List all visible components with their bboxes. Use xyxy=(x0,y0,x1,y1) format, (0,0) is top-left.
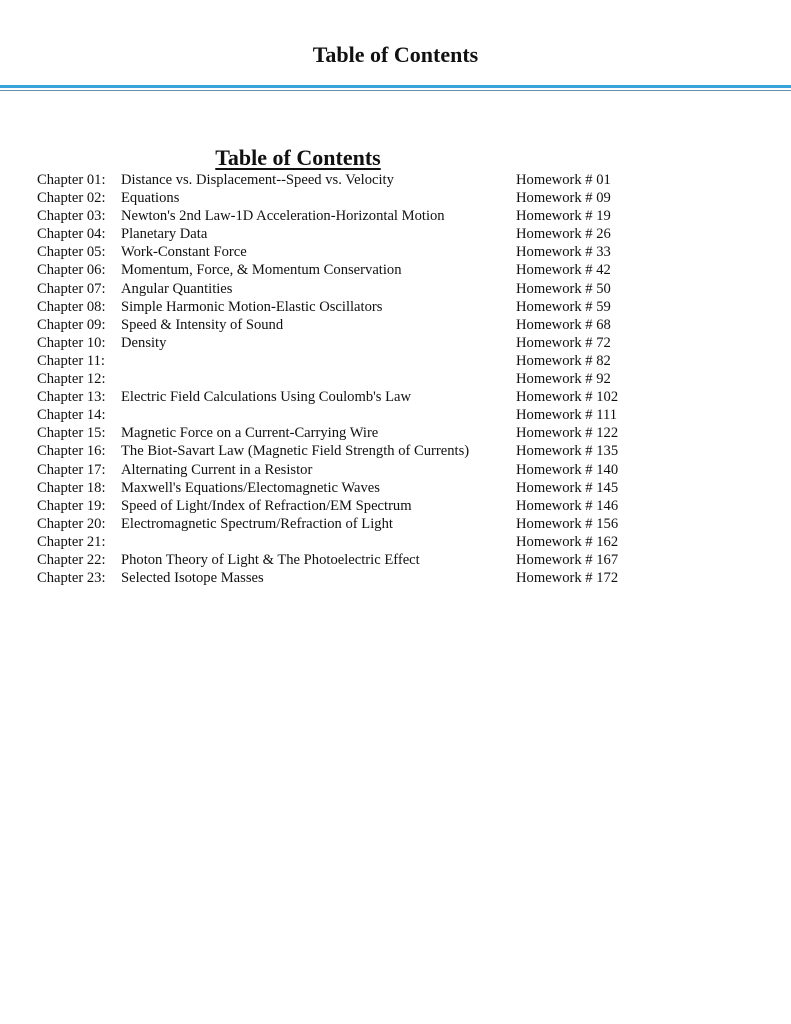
toc-chapter-label: Chapter 01: xyxy=(37,172,106,188)
toc-chapter-title: Density xyxy=(121,334,167,351)
toc-chapter-label: Chapter 15: xyxy=(37,425,106,442)
toc-chapter-label: Chapter 14: xyxy=(37,407,106,424)
toc-chapter-title: Maxwell's Equations/Electomagnetic Waves xyxy=(121,479,380,496)
toc-chapter-label: Chapter 19: xyxy=(37,497,106,514)
toc-row[interactable] xyxy=(37,171,657,189)
toc-chapter-label: Chapter 16: xyxy=(37,443,106,460)
toc-homework-ref: Homework # 140 xyxy=(516,461,619,478)
toc-homework-ref: Homework # 42 xyxy=(516,262,611,279)
toc-homework-ref: Homework # 26 xyxy=(516,226,611,243)
toc-homework-ref: Homework # 135 xyxy=(516,443,619,460)
toc-row[interactable] xyxy=(37,497,657,515)
toc-homework-ref: Homework # 19 xyxy=(516,208,611,225)
toc-chapter-label: Chapter 05: xyxy=(37,244,106,261)
toc-homework-ref: Homework # 102 xyxy=(516,389,619,406)
toc-chapter-label: Chapter 02: xyxy=(37,190,106,207)
toc-homework-ref: Homework # 172 xyxy=(516,570,619,587)
toc-row[interactable] xyxy=(37,370,657,388)
toc-chapter-title: Newton's 2nd Law-1D Acceleration-Horizontal Motion xyxy=(121,208,445,225)
toc-chapter-label: Chapter 10: xyxy=(37,334,106,351)
toc-chapter-title: Angular Quantities xyxy=(121,280,233,297)
toc-row[interactable] xyxy=(37,406,657,424)
toc-homework-ref: Homework # 72 xyxy=(516,334,611,351)
toc-list xyxy=(37,171,657,587)
toc-chapter-title: Speed of Light/Index of Refraction/EM Spectrum xyxy=(121,497,412,514)
toc-homework-ref: Homework # 59 xyxy=(516,298,611,315)
toc-chapter-title: Distance vs. Displacement--Speed vs. Velocity xyxy=(121,172,394,188)
toc-chapter-label: Chapter 04: xyxy=(37,226,106,243)
toc-row[interactable] xyxy=(37,479,657,497)
toc-row[interactable] xyxy=(37,551,657,569)
toc-row[interactable] xyxy=(37,515,657,533)
toc-chapter-label: Chapter 23: xyxy=(37,570,106,587)
toc-homework-ref: Homework # 111 xyxy=(516,407,618,424)
toc-chapter-label: Chapter 12: xyxy=(37,371,106,388)
toc-heading xyxy=(37,143,559,173)
toc-homework-ref: Homework # 09 xyxy=(516,190,611,207)
toc-homework-ref: Homework # 68 xyxy=(516,316,611,333)
toc-chapter-label: Chapter 21: xyxy=(37,533,106,550)
toc-homework-ref: Homework # 122 xyxy=(516,425,619,442)
toc-homework-ref: Homework # 146 xyxy=(516,497,619,514)
toc-homework-ref: Homework # 156 xyxy=(516,515,619,532)
toc-homework-ref: Homework # 145 xyxy=(516,479,619,496)
toc-row[interactable] xyxy=(37,225,657,243)
toc-row[interactable] xyxy=(37,461,657,479)
toc-chapter-title: Photon Theory of Light & The Photoelectric Effect xyxy=(121,551,420,568)
toc-chapter-label: Chapter 07: xyxy=(37,280,106,297)
toc-chapter-title: Momentum, Force, & Momentum Conservation xyxy=(121,262,402,279)
toc-chapter-title: Electromagnetic Spectrum/Refraction of Light xyxy=(121,515,393,532)
toc-chapter-label: Chapter 18: xyxy=(37,479,106,496)
toc-chapter-label: Chapter 03: xyxy=(37,208,106,225)
toc-chapter-title: Speed & Intensity of Sound xyxy=(121,316,284,333)
header-divider-thin xyxy=(0,90,791,91)
toc-chapter-title: Equations xyxy=(121,190,180,207)
toc-row[interactable] xyxy=(37,243,657,261)
toc-row[interactable] xyxy=(37,424,657,442)
toc-row[interactable] xyxy=(37,533,657,551)
toc-heading-text: Table of Contents xyxy=(215,145,381,170)
toc-chapter-label: Chapter 22: xyxy=(37,551,106,568)
toc-row[interactable] xyxy=(37,298,657,316)
toc-homework-ref: Homework # 33 xyxy=(516,244,611,261)
header-divider-thick xyxy=(0,85,791,88)
toc-row[interactable] xyxy=(37,388,657,406)
page-header-title: Table of Contents xyxy=(312,42,479,67)
toc-chapter-title: Electric Field Calculations Using Coulomb's Law xyxy=(121,389,412,406)
toc-row[interactable] xyxy=(37,442,657,460)
toc-homework-ref: Homework # 50 xyxy=(516,280,611,297)
toc-chapter-label: Chapter 09: xyxy=(37,316,106,333)
toc-homework-ref: Homework # 01 xyxy=(516,172,611,188)
toc-chapter-label: Chapter 20: xyxy=(37,515,106,532)
toc-chapter-title: Simple Harmonic Motion-Elastic Oscillators xyxy=(121,298,383,315)
toc-row[interactable] xyxy=(37,569,657,587)
toc-chapter-label: Chapter 08: xyxy=(37,298,106,315)
toc-chapter-title: Planetary Data xyxy=(121,226,208,243)
toc-row[interactable] xyxy=(37,207,657,225)
toc-row[interactable] xyxy=(37,316,657,334)
toc-chapter-label: Chapter 17: xyxy=(37,461,106,478)
toc-row[interactable] xyxy=(37,352,657,370)
toc-chapter-label: Chapter 13: xyxy=(37,389,106,406)
toc-chapter-title: Selected Isotope Masses xyxy=(121,570,264,587)
toc-chapter-title: Alternating Current in a Resistor xyxy=(121,461,313,478)
toc-chapter-title: Magnetic Force on a Current-Carrying Wire xyxy=(121,425,379,442)
toc-chapter-label: Chapter 11: xyxy=(37,352,105,369)
toc-chapter-title: Work-Constant Force xyxy=(121,244,247,261)
toc-homework-ref: Homework # 82 xyxy=(516,352,611,369)
toc-row[interactable] xyxy=(37,189,657,207)
toc-homework-ref: Homework # 92 xyxy=(516,371,611,388)
toc-chapter-label: Chapter 06: xyxy=(37,262,106,279)
toc-homework-ref: Homework # 167 xyxy=(516,551,619,568)
toc-chapter-title: The Biot-Savart Law (Magnetic Field Strength of Currents) xyxy=(121,443,470,460)
toc-row[interactable] xyxy=(37,261,657,279)
toc-row[interactable] xyxy=(37,334,657,352)
toc-homework-ref: Homework # 162 xyxy=(516,533,619,550)
toc-row[interactable] xyxy=(37,280,657,298)
